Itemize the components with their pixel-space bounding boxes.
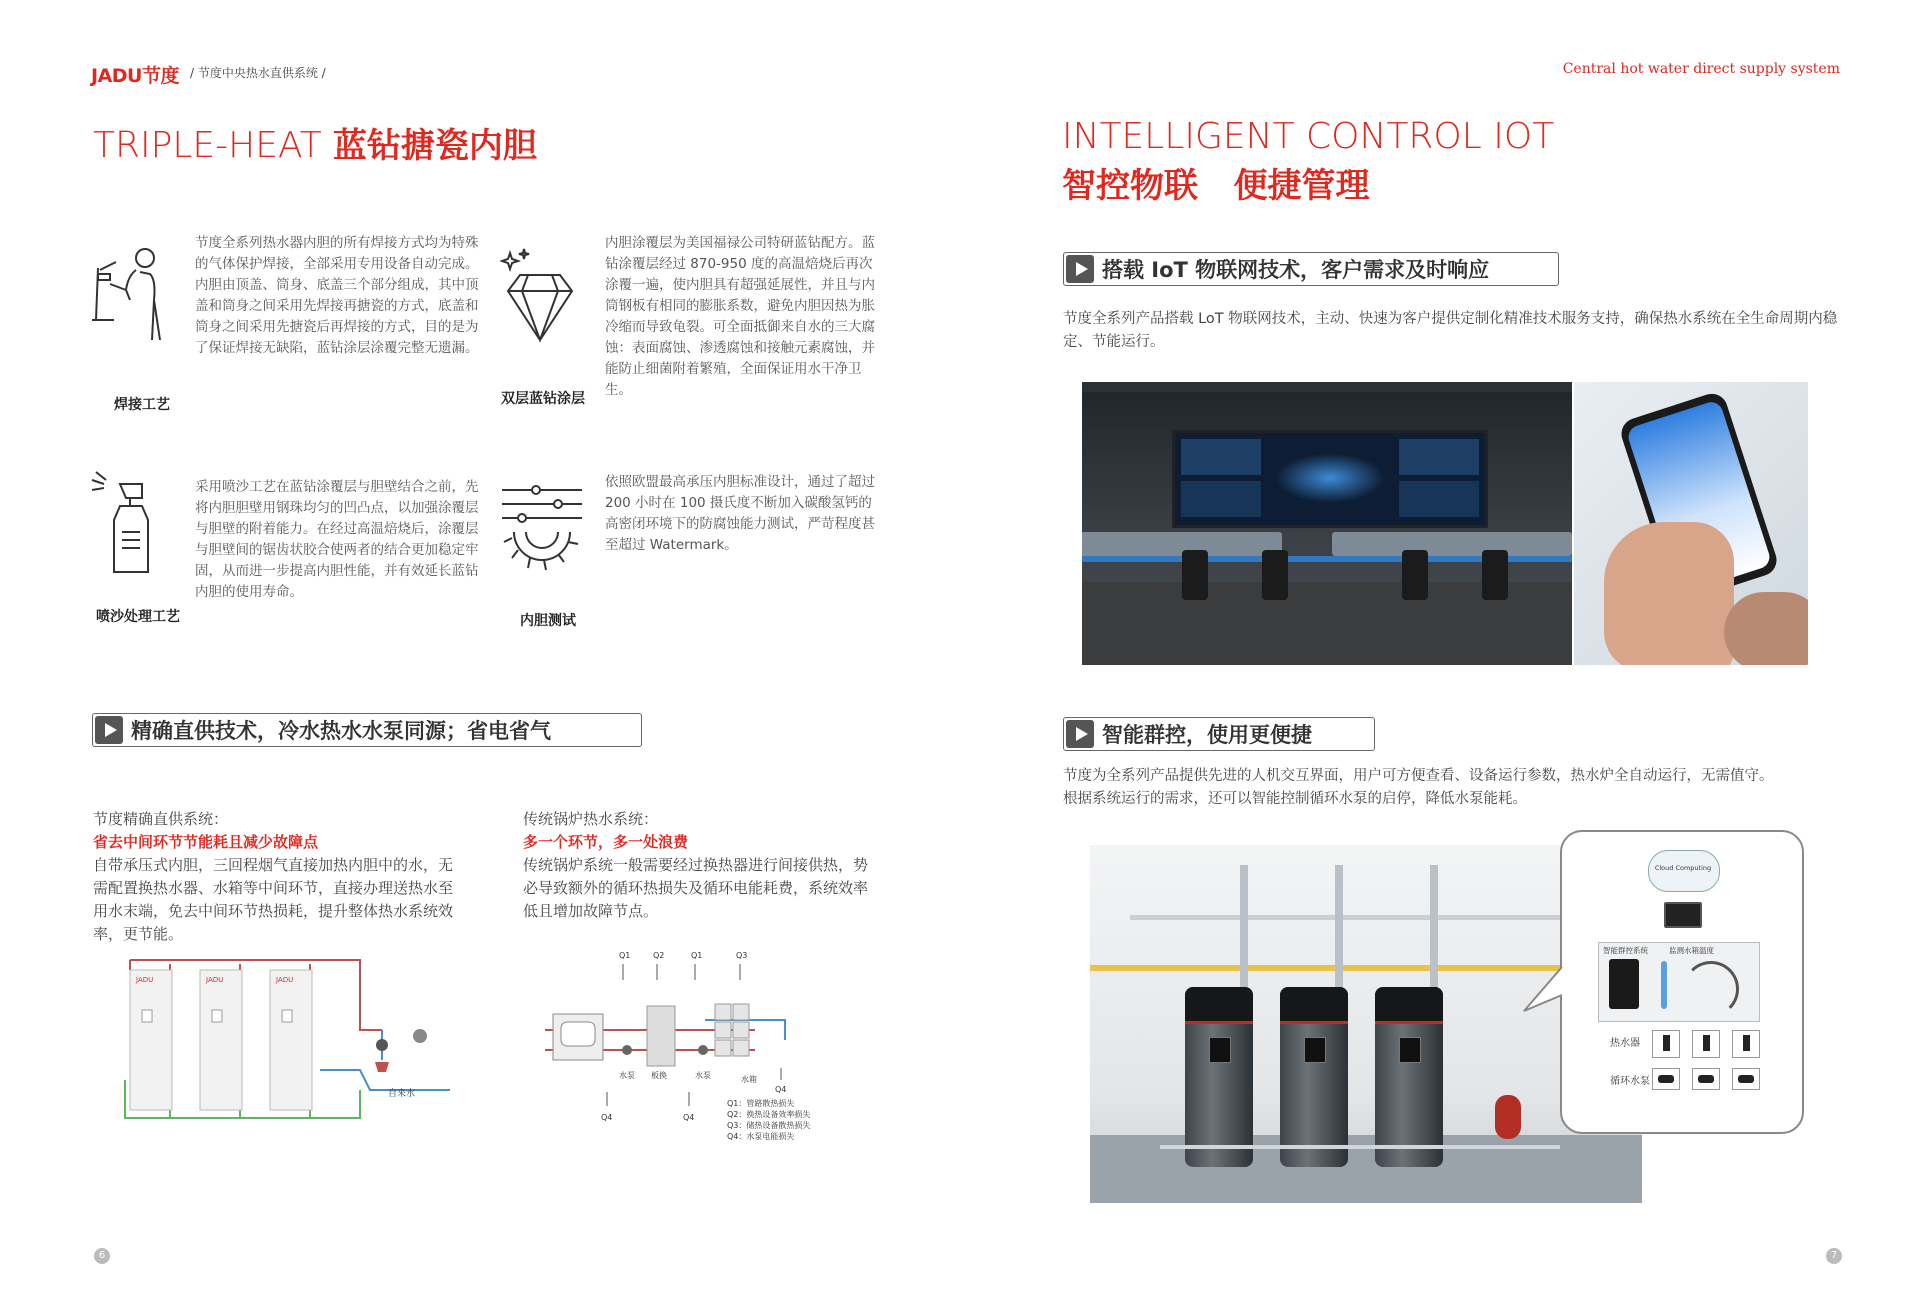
col-body: 自带承压式内胆，三回程烟气直接加热内胆中的水，无需配置换热水器、水箱等中间环节，直接办理送热水至用水末端，免去中间环节热损耗，提升整体热水系统效率，更节能。 [93,856,454,943]
group-control-paragraph [1063,765,1853,811]
component-label: 水箱 [741,1075,757,1084]
q-label: Q1 [691,951,703,960]
banner-label: 精确直供技术，冷水热水水泵同源；省电省气 [131,719,551,743]
banner-label: 智能群控，使用更便捷 [1102,723,1312,747]
traditional-boiler-text [523,808,881,923]
play-icon [1066,255,1094,283]
legend-item: Q4：水泵电能损失 [727,1132,795,1141]
legend-item: Q2：换热设备效率损失 [727,1110,811,1119]
col-highlight: 省去中间环节节能耗且减少故障点 [93,833,319,851]
traditional-boiler-diagram [535,950,855,1150]
paragraph-line: 节度为全系列产品提供先进的人机交互界面，用户可方便查看、设备运行参数，热水炉全自动运行，无需值守。 [1063,768,1774,784]
section-banner [1063,252,1559,286]
component-label: 板换 [651,1071,667,1080]
section-banner [1063,717,1375,751]
water-heater [1375,987,1443,1167]
q-label: Q4 [601,1113,613,1122]
control-panel [1598,942,1760,1022]
col-body: 传统锅炉系统一般需要经过换热器进行间接供热，势必导致额外的循环热损失及循环电能耗费，系统效率低且增加故障节点。 [523,856,869,920]
feature-text: 节度全系列热水器内胆的所有焊接方式均为特殊的气体保护焊接，全部采用专用设备自动完成。内胆由顶盖、筒身、底盖三个部分组成，其中顶盖和筒身之间采用先焊接再搪瓷的方式，底盖和筒身之间采用先搪瓷后再焊接的方式，目的是为了保证焊接无缺陷，蓝钻涂层涂覆完整无遗漏。 [195,235,479,356]
col-highlight: 多一个环节，多一处浪费 [523,833,689,851]
welder-icon [90,240,170,350]
feature-label: 焊接工艺 [114,397,170,413]
feature-label: 内胆测试 [520,613,576,629]
diamond-icon [500,245,580,345]
col-lead: 传统锅炉热水系统： [523,810,659,828]
right-title-en: INTELLIGENT CONTROL IOT [1062,116,1555,157]
breadcrumb: / 节度中央热水直供系统 / [190,66,326,80]
water-heater [1185,987,1253,1167]
page-number: 7 [1826,1248,1842,1264]
paragraph-line: 根据系统运行的需求，还可以智能控制循环水泵的启停，降低水泵能耗。 [1063,791,1527,807]
q-label: Q1 [619,951,631,960]
q-label: Q4 [775,1085,787,1094]
right-title-cn: 智控物联 便捷管理 [1062,166,1370,206]
banner-label: 搭载 IoT 物联网技术，客户需求及时响应 [1102,258,1490,282]
left-page-title [93,118,537,167]
component-label: 水泵 [619,1071,635,1080]
heater-brand: JADU [276,976,294,984]
direct-supply-text [93,808,465,946]
cloud-label: Cloud Computing [1654,864,1712,872]
panel-label: 监测水箱温度 [1669,946,1714,955]
row-label: 热水器 [1610,1038,1640,1049]
panel-label: 智能群控系统 [1603,946,1648,955]
left-title-cn: 蓝钻搪瓷内胆 [332,126,537,166]
q-label: Q2 [653,951,665,960]
heater-brand: JADU [136,976,154,984]
q-label: Q3 [736,951,748,960]
brand-logo: JADU节度 [91,65,179,87]
q-label: Q4 [683,1113,695,1122]
page-number: 6 [94,1248,110,1264]
iot-callout [1560,830,1804,1134]
row-label: 循环水泵 [1610,1076,1650,1087]
gear-sliders-icon [500,480,584,580]
left-title-en: TRIPLE-HEAT [93,125,322,166]
spray-bottle-icon [90,470,170,580]
legend-item: Q3：储热设备散热损失 [727,1121,811,1130]
feature-text: 采用喷沙工艺在蓝钻涂覆层与胆壁结合之前，先将内胆胆壁用钢珠均匀的凹凸点，以加强涂覆层与胆壁的附着能力。在经过高温焙烧后，涂覆层与胆壁间的锯齿状胶合使两者的结合更加稳定牢固，从而进一步提高内胆性能，并有效延长蓝钻内胆的使用寿命。 [195,479,479,600]
water-heater [1280,987,1348,1167]
play-icon [95,716,123,744]
iot-paragraph: 节度全系列产品搭载 LoT 物联网技术，主动、快速为客户提供定制化精准技术服务支持，确保热水系统在全生命周期内稳定、节能运行。 [1063,311,1838,350]
desk [1332,532,1572,556]
feature-label: 双层蓝钻涂层 [501,391,585,407]
direct-supply-diagram [120,950,460,1130]
col-lead: 节度精确直供系统： [93,810,229,828]
legend-item: Q1：管路散热损失 [727,1099,795,1108]
inlet-label: 自来水 [388,1089,416,1099]
video-wall [1172,430,1488,528]
heater-brand: JADU [206,976,224,984]
feature-text: 依照欧盟最高承压内胆标准设计，通过了超过 200 小时在 100 摄氏度不断加入碳酸氢钙的高密闭环境下的防腐蚀能力测试，严苛程度甚至超过 Watermark。 [605,474,875,553]
hand [1604,522,1734,665]
play-icon [1066,720,1094,748]
section-banner [92,713,642,747]
callout-pointer [1522,965,1566,1015]
header-tagline: Central hot water direct supply system [1562,61,1840,77]
control-room-photo [1082,382,1572,665]
component-label: 水泵 [695,1071,711,1080]
feature-text: 内胆涂覆层为美国福禄公司特研蓝钻配方。蓝钻涂覆层经过 870-950 度的高温焙烧后再次涂覆一遍，使内胆具有超强延展性，并且与内筒钢板有相同的膨胀系数，避免内胆因热为胀冷缩而导致龟裂。可全面抵御来自水的三大腐蚀：表面腐蚀、渗透腐蚀和接触元素腐蚀，并能防止细菌附着繁殖，全面保证用水干净卫生。 [605,235,875,398]
laptop-icon [1664,902,1702,928]
expansion-tank [1495,1095,1521,1139]
feature-label: 喷沙处理工艺 [96,609,180,625]
phone-photo [1574,382,1808,665]
